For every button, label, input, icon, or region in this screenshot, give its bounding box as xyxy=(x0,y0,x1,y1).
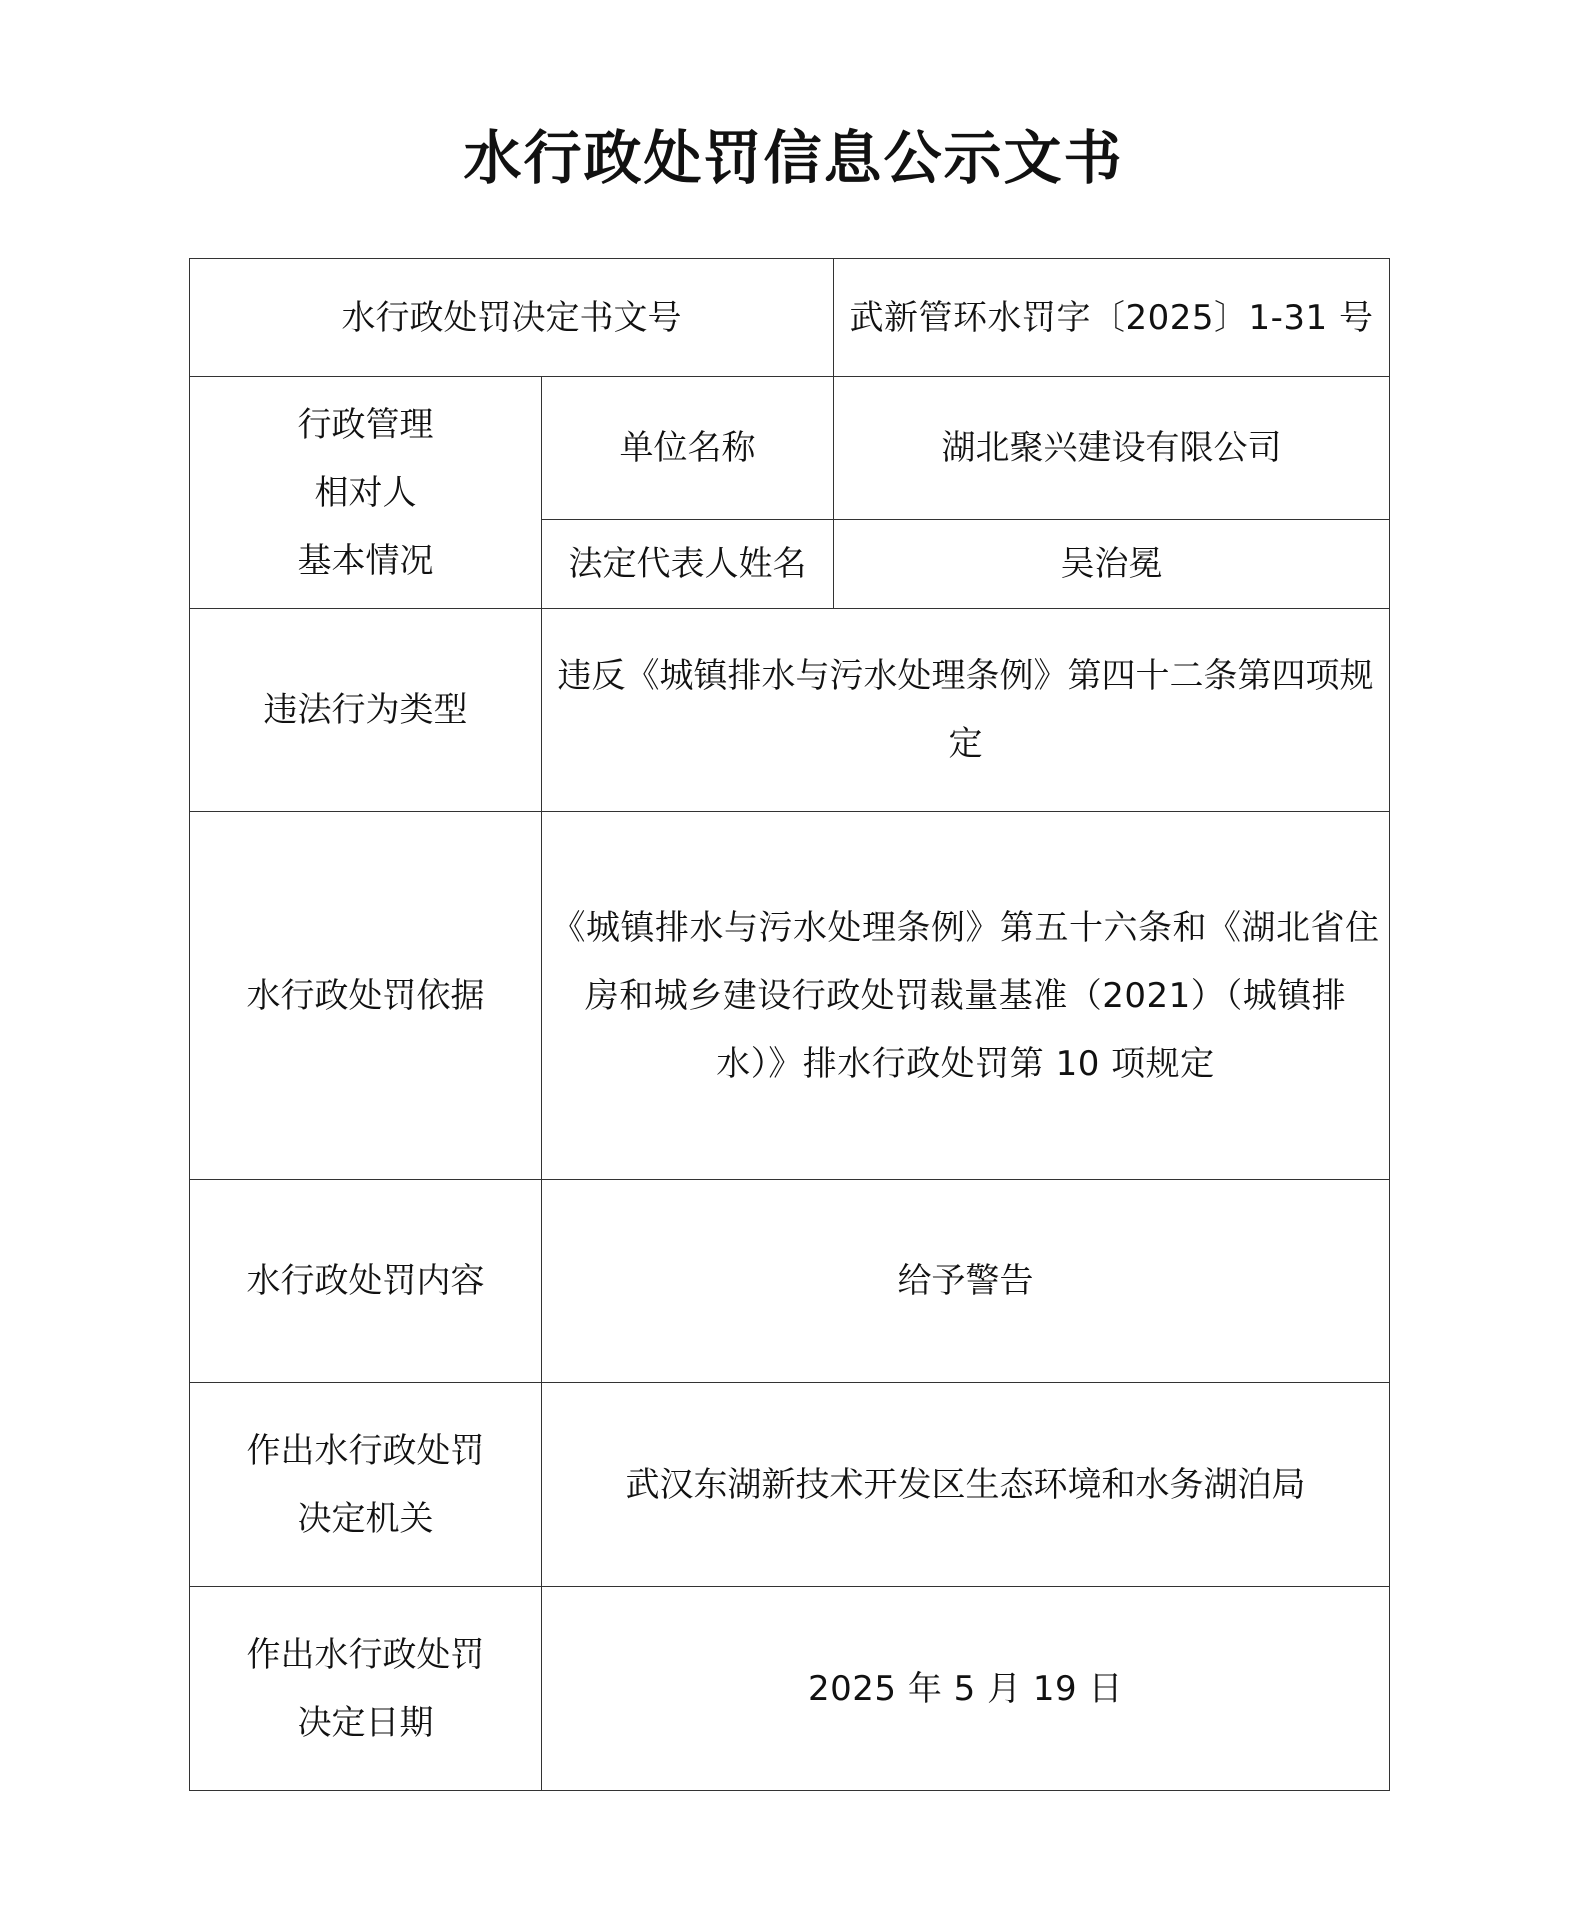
authority-value: 武汉东湖新技术开发区生态环境和水务湖泊局 xyxy=(542,1383,1390,1587)
penalty-info-table xyxy=(189,258,1390,1791)
date-label xyxy=(190,1587,542,1791)
authority-label-line-2: 决定机关 xyxy=(297,1498,434,1539)
party-label-line-3: 基本情况 xyxy=(297,540,434,581)
row-content xyxy=(190,1180,1390,1383)
party-label xyxy=(190,377,542,609)
document-title: 水行政处罚信息公示文书 xyxy=(463,124,1124,192)
row-violation-type xyxy=(190,609,1390,812)
decision-no-label: 水行政处罚决定书文号 xyxy=(190,259,834,377)
decision-no-value: 武新管环水罚字〔2025〕1-31 号 xyxy=(834,259,1390,377)
row-authority xyxy=(190,1383,1390,1587)
row-decision-no xyxy=(190,259,1390,377)
unit-name-label: 单位名称 xyxy=(542,377,834,520)
authority-label xyxy=(190,1383,542,1587)
row-basis xyxy=(190,812,1390,1180)
content-label: 水行政处罚内容 xyxy=(190,1180,542,1383)
row-date xyxy=(190,1587,1390,1791)
date-label-line-2: 决定日期 xyxy=(297,1702,434,1743)
basis-value: 《城镇排水与污水处理条例》第五十六条和《湖北省住房和城乡建设行政处罚裁量基准（2021）（城镇排水）》排水行政处罚第 10 项规定 xyxy=(542,812,1390,1180)
party-label-line-2: 相对人 xyxy=(314,472,417,513)
violation-type-value: 违反《城镇排水与污水处理条例》第四十二条第四项规定 xyxy=(542,609,1390,812)
legal-rep-value: 吴治冕 xyxy=(834,520,1390,609)
unit-name-value: 湖北聚兴建设有限公司 xyxy=(834,377,1390,520)
content-value: 给予警告 xyxy=(542,1180,1390,1383)
legal-rep-label: 法定代表人姓名 xyxy=(542,520,834,609)
violation-type-label: 违法行为类型 xyxy=(190,609,542,812)
party-label-line-1: 行政管理 xyxy=(297,404,434,445)
date-label-line-1: 作出水行政处罚 xyxy=(246,1634,485,1675)
authority-label-line-1: 作出水行政处罚 xyxy=(246,1430,485,1471)
row-unit-name xyxy=(190,377,1390,520)
date-value: 2025 年 5 月 19 日 xyxy=(542,1587,1390,1791)
basis-label: 水行政处罚依据 xyxy=(190,812,542,1180)
